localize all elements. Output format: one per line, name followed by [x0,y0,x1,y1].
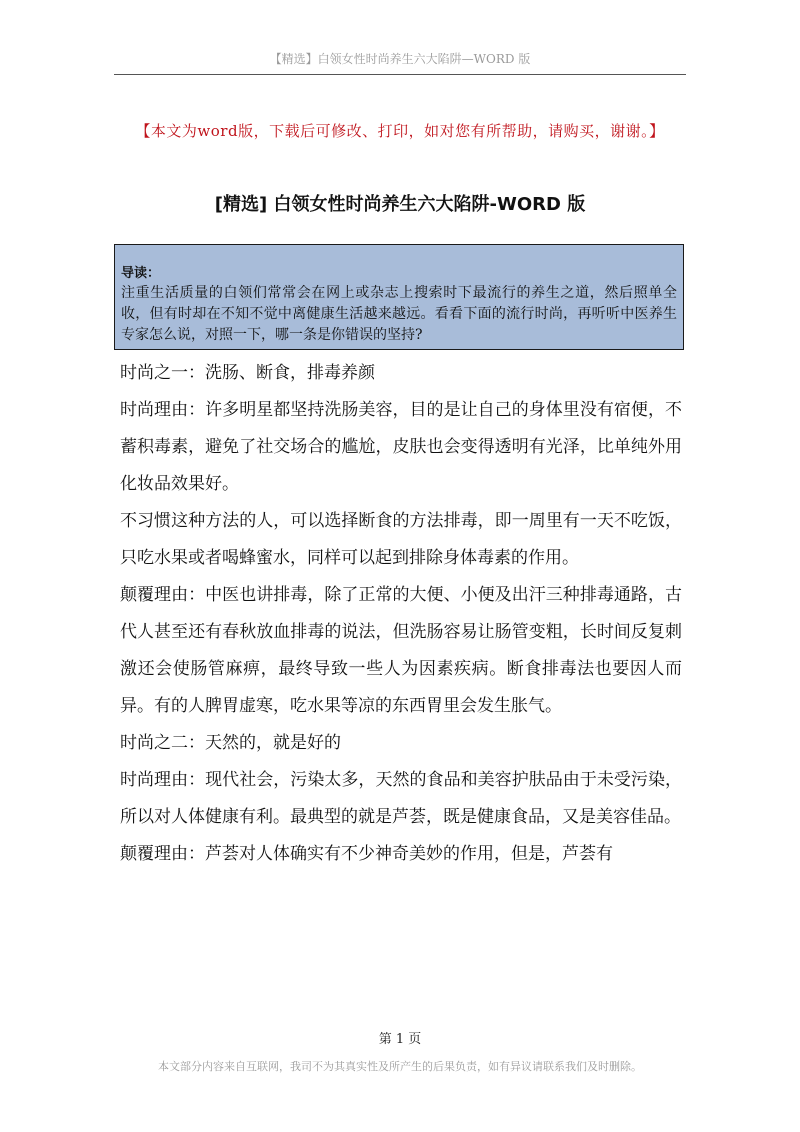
intro-label: 导读： [121,266,161,281]
body-paragraph: 颠覆理由：芦荟对人体确实有不少神奇美妙的作用，但是，芦荟有 [120,844,613,864]
intro-text: 注重生活质量的白领们常常会在网上或杂志上搜索时下最流行的养生之道，然后照单全收，但有时却在不知不觉中离健康生活越来越远。看看下面的流行时尚，再听听中医养生专家怎么说，对照一下，哪一条是你错误的坚持? [121,285,677,343]
section-heading: 时尚之一：洗肠、断食，排毒养颜 [120,363,375,383]
article-body [120,355,682,873]
body-paragraph: 时尚理由：许多明星都坚持洗肠美容，目的是让自己的身体里没有宿便，不蓄积毒素，避免了社交场合的尴尬，皮肤也会变得透明有光泽，比单纯外用化妆品效果好。 [120,400,682,494]
document-title: [精选] 白领女性时尚养生六大陷阱-WORD 版 [214,194,586,215]
body-paragraph: 时尚理由：现代社会，污染太多，天然的食品和美容护肤品由于未受污染，所以对人体健康有利。最典型的就是芦荟，既是健康食品，又是美容佳品。 [120,770,682,827]
section-heading: 时尚之二：天然的，就是好的 [120,733,341,753]
page-number: 第 1 页 [378,1032,422,1047]
download-notice: 【本文为word版，下载后可修改、打印，如对您有所帮助，请购买，谢谢。】 [135,122,665,140]
footer-disclaimer: 本文部分内容来自互联网，我司不为其真实性及所产生的后果负责，如有异议请联系我们及时删除。 [158,1060,642,1073]
body-paragraph: 颠覆理由：中医也讲排毒，除了正常的大便、小便及出汗三种排毒通路，古代人甚至还有春秋放血排毒的说法，但洗肠容易让肠管变粗，长时间反复刺激还会使肠管麻痹，最终导致一些人为因素疾病。断食排毒法也要因人而异。有的人脾胃虚寒，吃水果等凉的东西胃里会发生胀气。 [120,585,682,716]
body-paragraph: 不习惯这种方法的人，可以选择断食的方法排毒，即一周里有一天不吃饭，只吃水果或者喝蜂蜜水，同样可以起到排除身体毒素的作用。 [120,511,682,568]
header-divider [114,74,686,75]
running-header: 【精选】白领女性时尚养生六大陷阱—WORD 版 [269,52,531,66]
intro-box [114,244,684,350]
